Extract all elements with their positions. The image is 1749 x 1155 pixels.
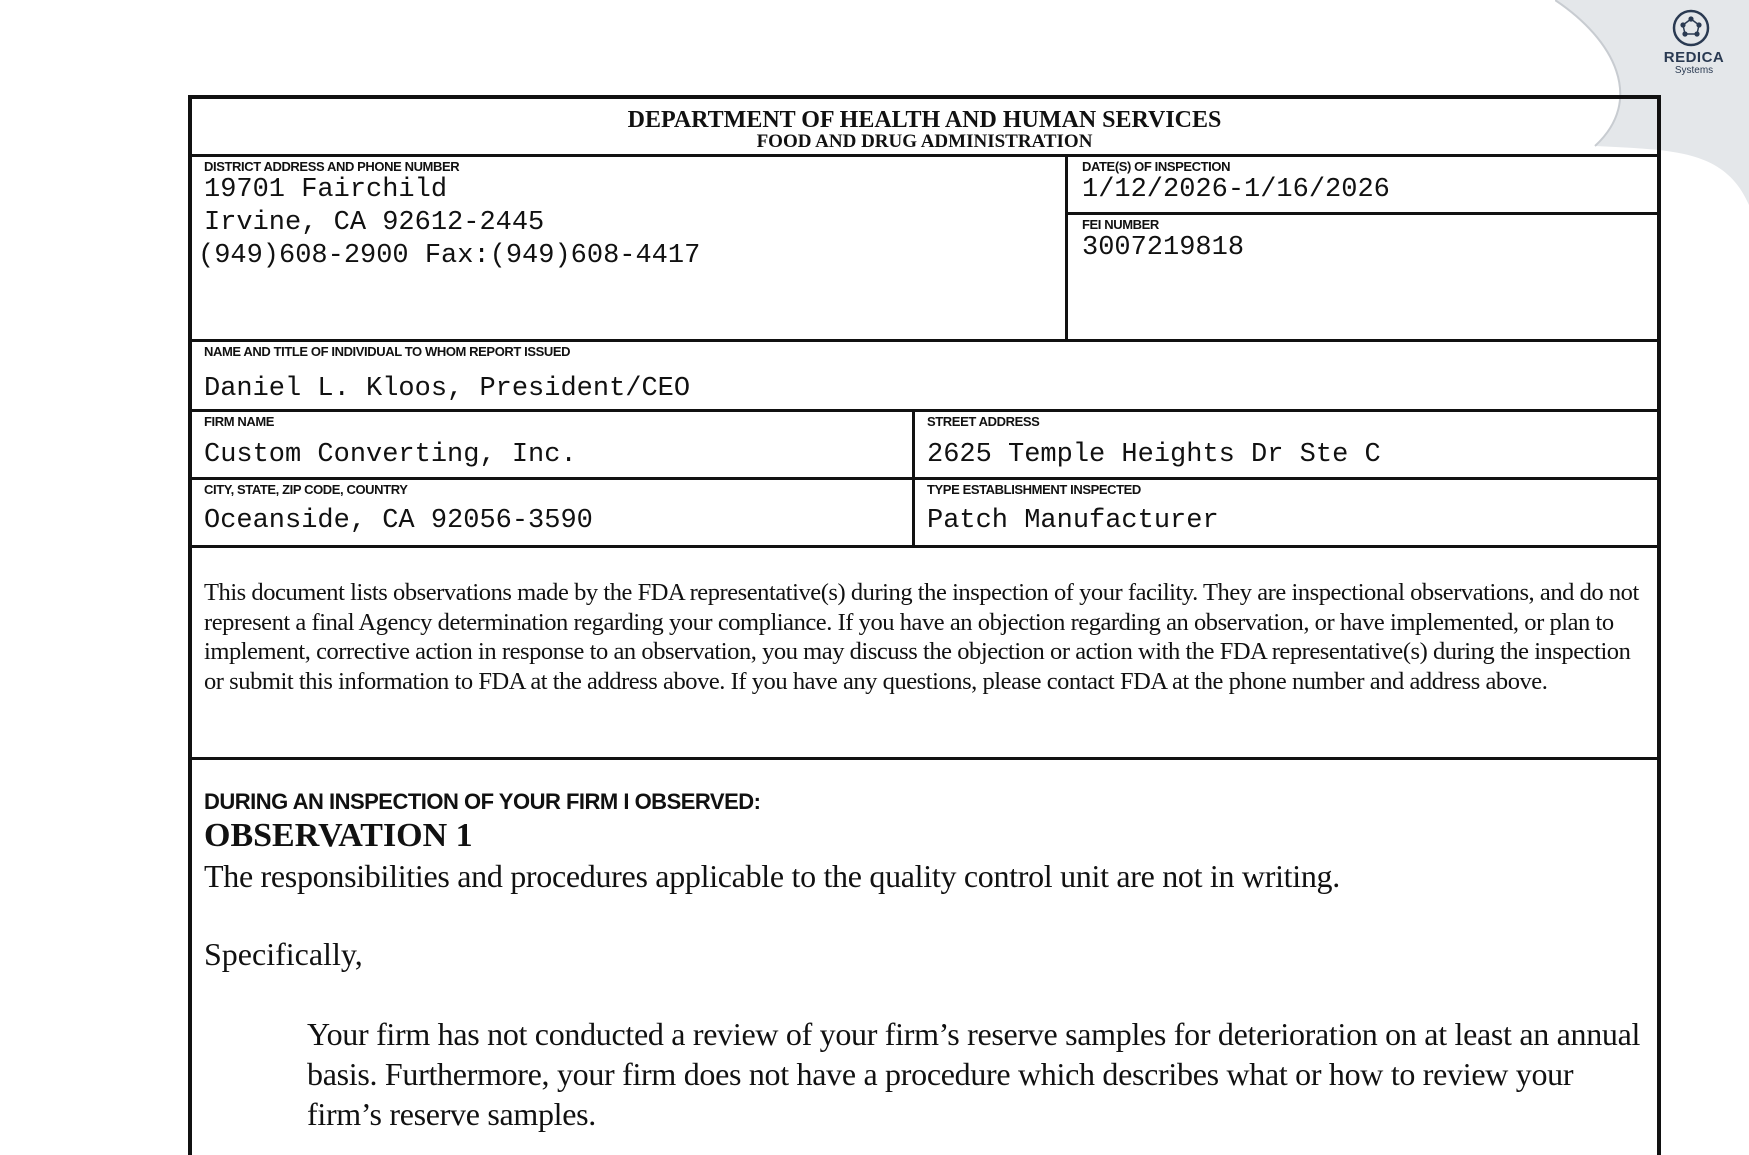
brand-name: REDICA [1663, 49, 1725, 66]
form-header [192, 99, 1657, 157]
district-cell [192, 157, 1065, 339]
dates-label: DATE(S) OF INSPECTION [1082, 159, 1231, 174]
agency-title: DEPARTMENT OF HEALTH AND HUMAN SERVICES [627, 107, 1222, 133]
district-row [192, 157, 1657, 342]
disclaimer-notice: This document lists observations made by the FDA representative(s) during the inspection of your facility. They are inspectional observations, and do not represent a final Agency determination regarding your compliance. If you have an objection regarding an observation, or have implemented, or plan to implement, corrective action in response to an observation, you may discuss the objection or action with the FDA representative(s) during the inspection or submit this information to FDA at the address above. If you have any questions, please contact FDA at the phone number and address above. [192, 548, 1657, 760]
observation-detail: Your firm has not conducted a review of your firm’s reserve samples for deterioration on at least an annual basis. Furthermore, your firm does not have a procedure which describes what or how to review your firm’s reserve samples. [307, 1016, 1641, 1132]
street-value: 2625 Temple Heights Dr Ste C [927, 440, 1381, 470]
fei-value: 3007219818 [1082, 233, 1245, 263]
city-cell [192, 480, 912, 545]
city-row [192, 480, 1657, 548]
individual-row [192, 342, 1657, 412]
individual-cell [192, 342, 1657, 409]
district-label: DISTRICT ADDRESS AND PHONE NUMBER [204, 159, 460, 174]
district-line-1: 19701 Fairchild [204, 175, 448, 205]
street-cell [912, 412, 1657, 477]
dates-cell [1068, 157, 1657, 215]
observation-text: The responsibilities and procedures applicable to the quality control unit are not in writing. [204, 858, 1340, 894]
individual-label: NAME AND TITLE OF INDIVIDUAL TO WHOM REPORT ISSUED [204, 344, 571, 359]
city-value: Oceanside, CA 92056-3590 [204, 506, 593, 536]
city-label: CITY, STATE, ZIP CODE, COUNTRY [204, 482, 408, 497]
fei-cell [1068, 215, 1657, 265]
dates-value: 1/12/2026-1/16/2026 [1082, 175, 1390, 205]
observations-heading: DURING AN INSPECTION OF YOUR FIRM I OBSERVED: [204, 789, 761, 814]
individual-value: Daniel L. Kloos, President/CEO [204, 374, 691, 404]
agency-subtitle: FOOD AND DRUG ADMINISTRATION [756, 131, 1093, 152]
establishment-value: Patch Manufacturer [927, 506, 1219, 536]
establishment-cell [912, 480, 1657, 545]
observation-specifically: Specifically, [204, 936, 363, 972]
district-line-2: Irvine, CA 92612-2445 [204, 208, 545, 238]
observation-title: OBSERVATION 1 [204, 817, 473, 854]
firm-cell [192, 412, 912, 477]
firm-value: Custom Converting, Inc. [204, 440, 577, 470]
observations-section [192, 760, 1657, 1134]
establishment-label: TYPE ESTABLISHMENT INSPECTED [927, 482, 1141, 497]
district-phone: (949)608-2900 Fax:(949)608-4417 [198, 241, 701, 271]
inspection-info-cell [1065, 157, 1657, 339]
fei-label: FEI NUMBER [1082, 217, 1159, 232]
brand-subtitle: Systems [1674, 65, 1714, 76]
street-label: STREET ADDRESS [927, 414, 1040, 429]
firm-label: FIRM NAME [204, 414, 275, 429]
redica-logo-icon [1671, 9, 1711, 47]
firm-row [192, 412, 1657, 480]
fda-483-form [188, 95, 1661, 1155]
